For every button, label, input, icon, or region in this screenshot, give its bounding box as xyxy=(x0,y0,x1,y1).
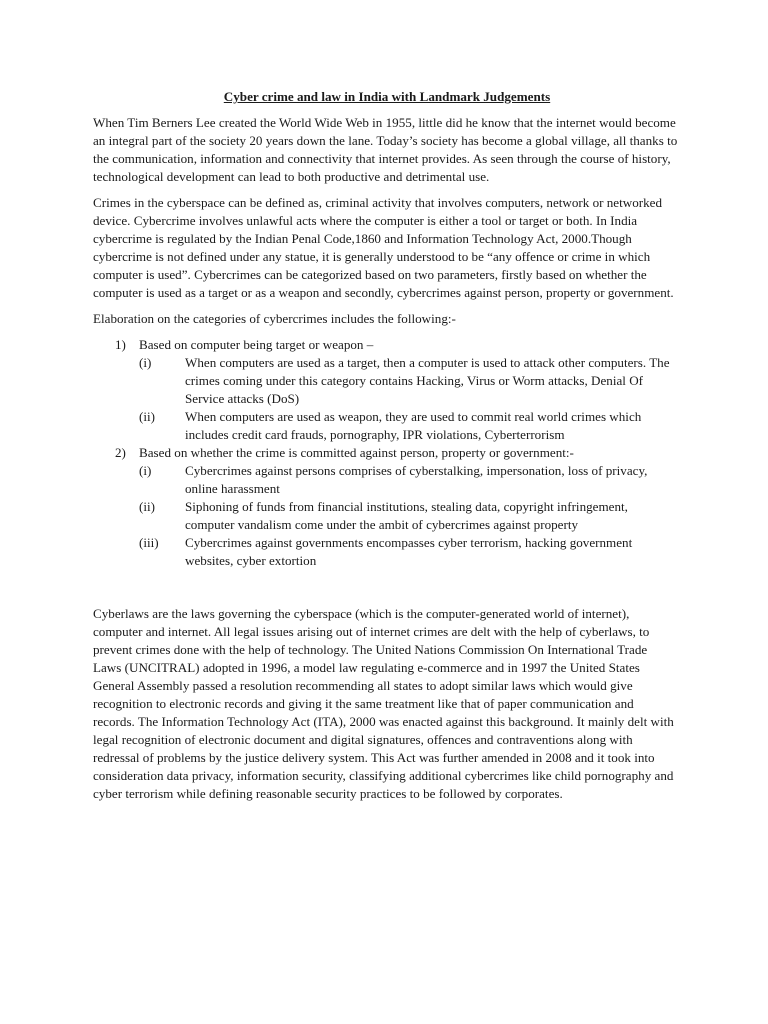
category-heading: Based on computer being target or weapon – xyxy=(139,337,374,352)
category-list xyxy=(93,336,678,570)
subcategory-numeral: (i) xyxy=(139,463,152,478)
list-intro: Elaboration on the categories of cybercrimes includes the following:- xyxy=(93,311,456,326)
document-page xyxy=(93,88,678,811)
subcategory-item xyxy=(139,408,678,444)
document-title: Cyber crime and law in India with Landmark Judgements xyxy=(223,89,551,104)
subcategory-item xyxy=(139,354,678,408)
category-item xyxy=(93,444,678,570)
category-number: 2) xyxy=(115,445,126,460)
intro-paragraph: When Tim Berners Lee created the World Wide Web in 1955, little did he know that the internet would become an integral part of the society 20 years down the lane. Today’s society has become a global village, all thanks to the communication, information and connectivity that internet provides. As seen through the course of history, technological development can lead to both productive and detrimental use. xyxy=(93,115,678,184)
cyberlaws-paragraph: Cyberlaws are the laws governing the cyberspace (which is the computer-generated world of internet), computer and internet. All legal issues arising out of internet crimes are delt with the help of cyberlaws, to prevent crimes done with the help of technology. The United Nations Commission On International Trade Laws (UNCITRAL) adopted in 1996, a model law regulating e-commerce and in 1997 the United States General Assembly passed a resolution recommending all states to adopt similar laws which would give recognition to electronic records and giving it the same treatment like that of paper communication and records. The Information Technology Act (ITA), 2000 was enacted against this background. It mainly delt with legal recognition of electronic document and digital signatures, offences and contraventions along with redressal of problems by the justice delivery system. This Act was further amended in 2008 and it took into consideration data privacy, information security, classifying additional cybercrimes like child pornography and cyber terrorism while defining reasonable security practices to be followed by corporates. xyxy=(93,606,674,801)
subcategory-numeral: (iii) xyxy=(139,535,159,550)
subcategory-text: Siphoning of funds from financial institutions, stealing data, copyright infringement, computer vandalism come under the ambit of cybercrimes against property xyxy=(185,499,628,532)
category-heading: Based on whether the crime is committed against person, property or government:- xyxy=(139,445,574,460)
subcategory-item xyxy=(139,462,678,498)
subcategory-list xyxy=(139,354,678,444)
subcategory-text: When computers are used as weapon, they are used to commit real world crimes which includes credit card frauds, pornography, IPR violations, Cyberterrorism xyxy=(185,409,642,442)
subcategory-text: Cybercrimes against governments encompasses cyber terrorism, hacking government websites, cyber extortion xyxy=(185,535,633,568)
subcategory-numeral: (ii) xyxy=(139,499,155,514)
subcategory-text: When computers are used as a target, then a computer is used to attack other computers. The crimes coming under this category contains Hacking, Virus or Worm attacks, Denial Of Service attacks (DoS) xyxy=(185,355,670,406)
subcategory-numeral: (ii) xyxy=(139,409,155,424)
subcategory-list xyxy=(139,462,678,570)
category-number: 1) xyxy=(115,337,126,352)
subcategory-item xyxy=(139,498,678,534)
subcategory-item xyxy=(139,534,678,570)
subcategory-text: Cybercrimes against persons comprises of cyberstalking, impersonation, loss of privacy, online harassment xyxy=(185,463,648,496)
definition-paragraph: Crimes in the cyberspace can be defined as, criminal activity that involves computers, network or networked device. Cybercrime involves unlawful acts where the computer is either a tool or target or both. In India cybercrime is regulated by the Indian Penal Code,1860 and Information Technology Act, 2000.Though cybercrime is not defined under any statue, it is generally understood to be “any offence or crime in which computer is used”. Cybercrimes can be categorized based on two parameters, firstly based on whether the computer is used as a target or as a weapon and secondly, cybercrimes against person, property or government. xyxy=(93,195,674,300)
category-item xyxy=(93,336,678,444)
subcategory-numeral: (i) xyxy=(139,355,152,370)
section-spacer xyxy=(93,570,678,605)
